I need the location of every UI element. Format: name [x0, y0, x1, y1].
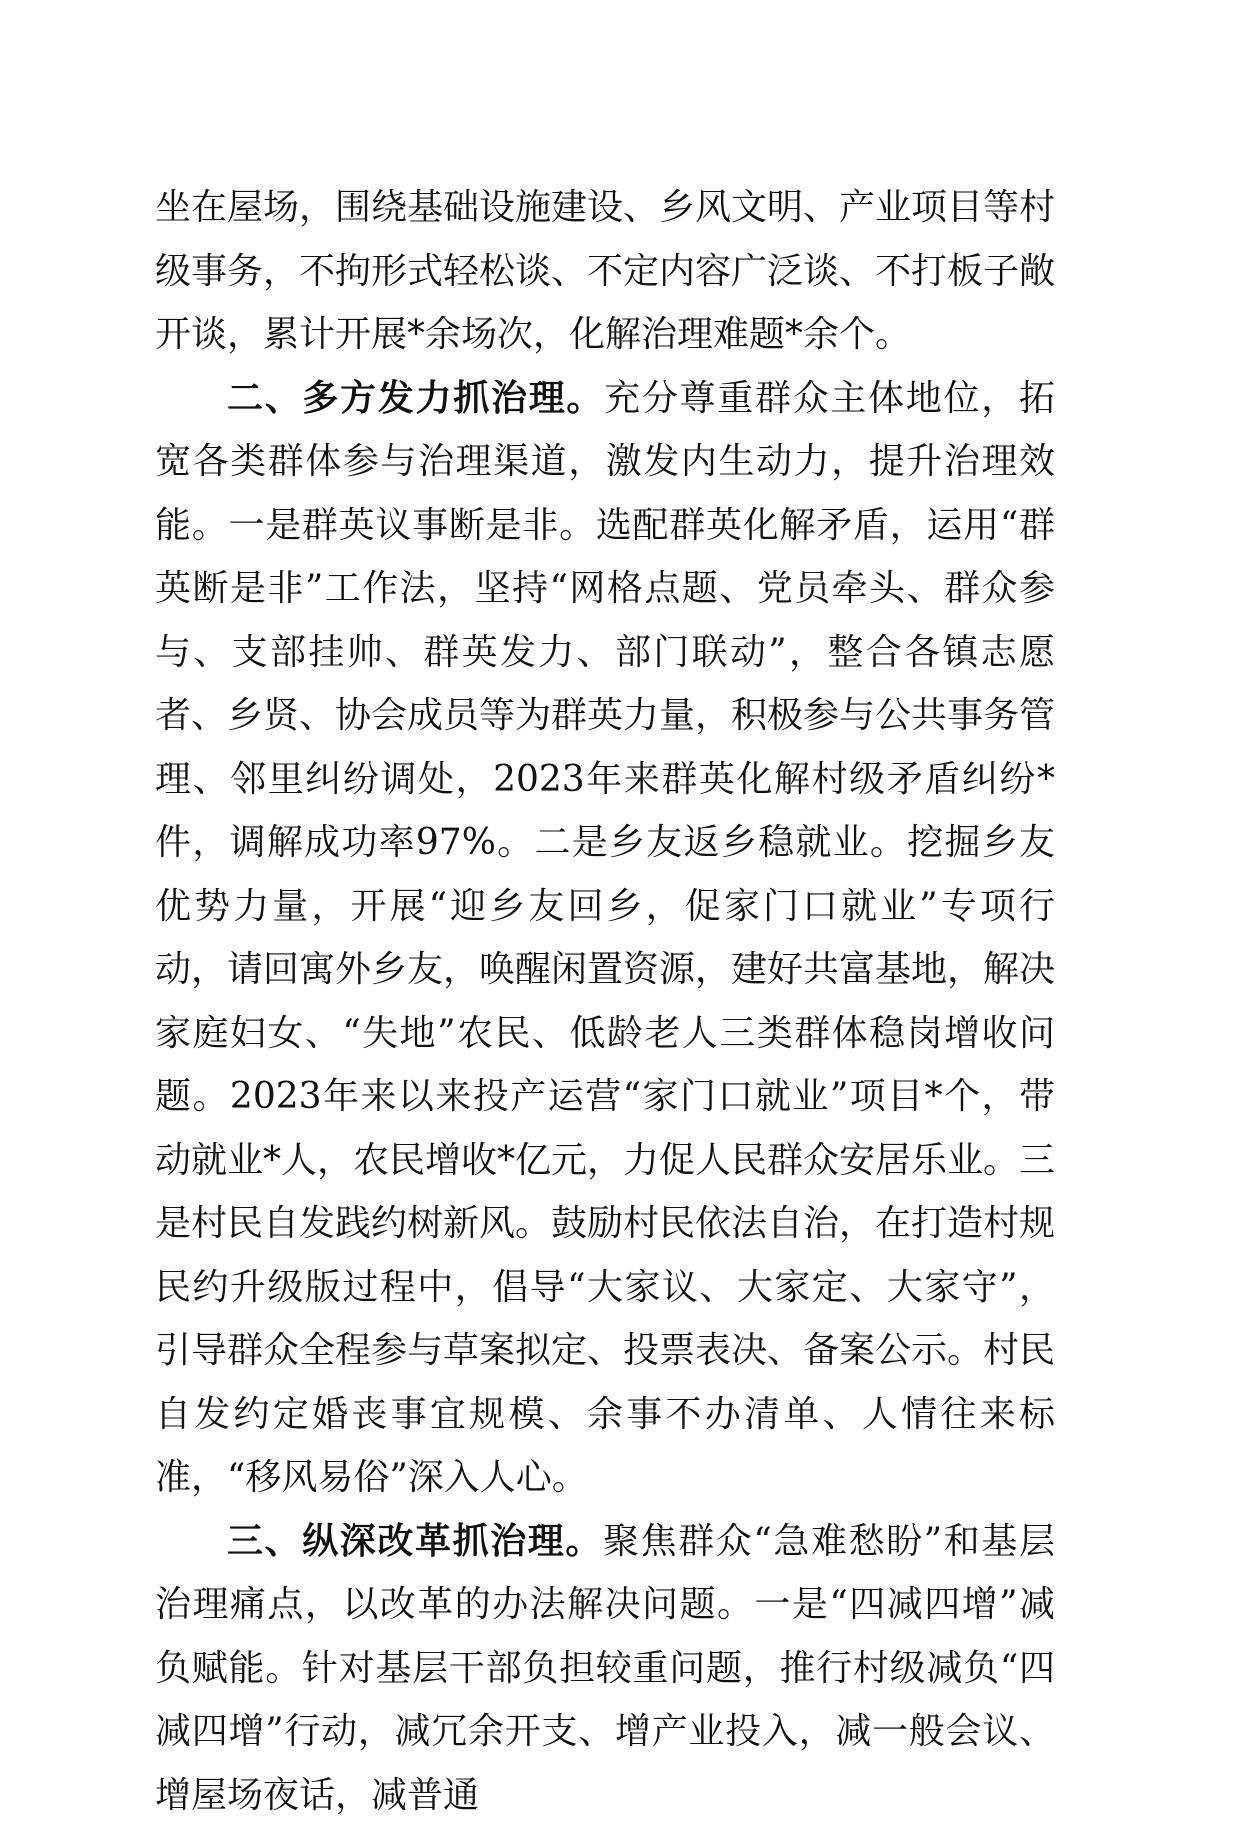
section-two-heading: 二、多方发力抓治理。 — [227, 378, 604, 419]
section-two-paragraph — [155, 367, 1055, 1510]
section-two-body: 充分尊重群众主体地位，拓宽各类群体参与治理渠道，激发内生动力，提升治理效能。一是群英议事断是非。选配群英化解矛盾，运用“群英断是非”工作法，坚持“网格点题、党员牵头、群众参与、支部挂帅、群英发力、部门联动”，整合各镇志愿者、乡贤、协会成员等为群英力量，积极参与公共事务管理、邻里纠纷调处，2023年来群英化解村级矛盾纠纷*件，调解成功率97%。二是乡友返乡稳就业。挖掘乡友优势力量，开展“迎乡友回乡，促家门口就业”专项行动，请回寓外乡友，唤醒闲置资源，建好共富基地，解决家庭妇女、“失地”农民、低龄老人三类群体稳岗增收问题。2023年来以来投产运营“家门口就业”项目*个，带动就业*人，农民增收*亿元，力促人民群众安居乐业。三是村民自发践约树新风。鼓励村民依法自治，在打造村规民约升级版过程中，倡导“大家议、大家定、大家守”，引导群众全程参与草案拟定、投票表决、备案公示。村民自发约定婚丧事宜规模、余事不办清单、人情往来标准，“移风易俗”深入人心。 — [155, 378, 1055, 1499]
body-text — [155, 176, 1055, 1827]
section-three-paragraph — [155, 1510, 1055, 1827]
section-three-body: 聚焦群众“急难愁盼”和基层治理痛点，以改革的办法解决问题。一是“四减四增”减负赋能。针对基层干部负担较重问题，推行村级减负“四减四增”行动，减冗余开支、增产业投入，减一般会议、增屋场夜话，减普通 — [155, 1521, 1055, 1816]
section-three-heading: 三、纵深改革抓治理。 — [227, 1521, 603, 1562]
continuation-paragraph: 坐在屋场，围绕基础设施建设、乡风文明、产业项目等村级事务，不拘形式轻松谈、不定内容广泛谈、不打板子敞开谈，累计开展*余场次，化解治理难题*余个。 — [155, 176, 1055, 367]
